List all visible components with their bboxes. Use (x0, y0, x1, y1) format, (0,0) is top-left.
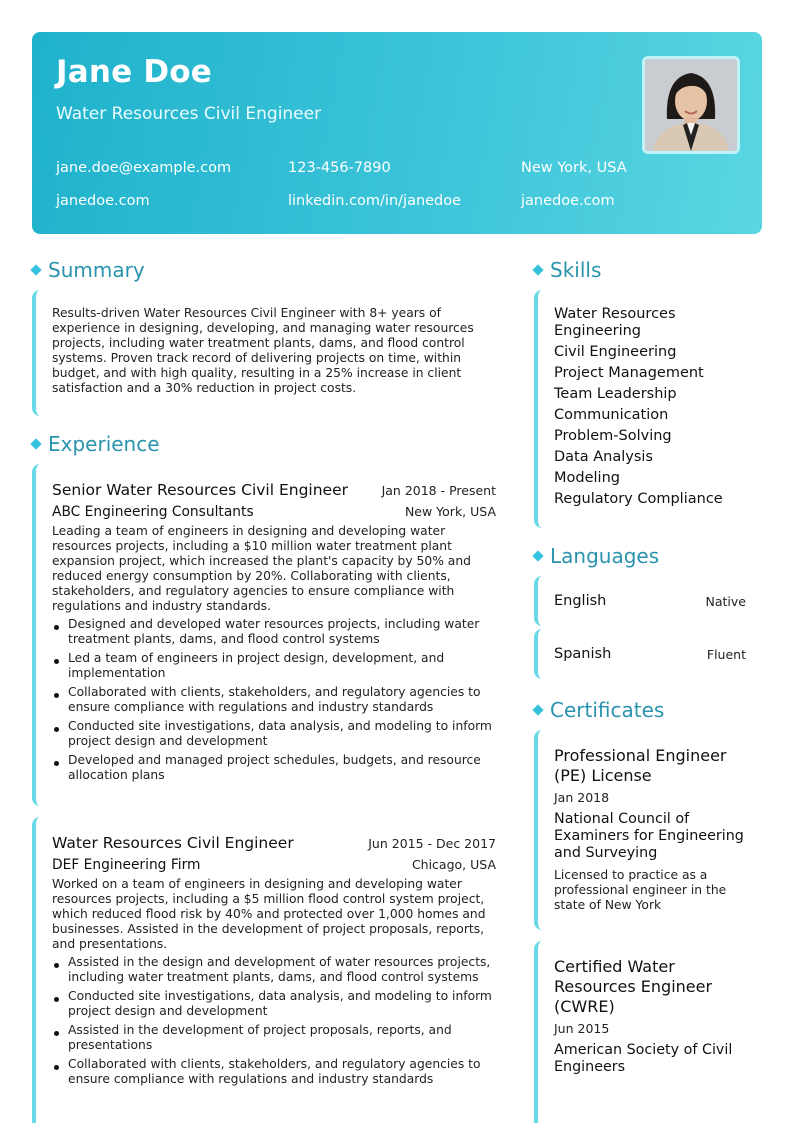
job-description: Worked on a team of engineers in designing and developing water resources projects, including a $5 million flood control system project, which reduced flood risk by 40% and protected over 1,000 homes and businesses. Assisted in the development of project proposals, reports, and presentations. (52, 877, 486, 951)
language-item (534, 629, 746, 679)
job-description: Leading a team of engineers in designing and developing water resources projects, including a $10 million water treatment plant expansion project, which increased the plant's capacity by 50% and reduced energy consumption by 20%. Collaborating with clients, stakeholders, and regulatory agencies to ensure compliance with regulations and industry standards. (52, 524, 471, 613)
list-item: Assisted in the design and development of water resources projects, including water treatment plants, dams, and flood control systems (52, 955, 496, 985)
skill-item: Data Analysis (554, 449, 653, 465)
resume-header (32, 32, 762, 234)
website-link[interactable]: janedoe.com (56, 193, 150, 209)
certificate-issuer: American Society of Civil Engineers (554, 1042, 733, 1075)
experience-card-1 (32, 464, 496, 806)
experience-heading-label: Experience (48, 432, 160, 456)
summary-heading-label: Summary (48, 258, 145, 282)
list-item: Developed and managed project schedules, budgets, and resource allocation plans (52, 753, 496, 783)
certificate-issuer: National Council of Examiners for Engineering and Surveying (554, 811, 744, 861)
job-bullet-list (52, 955, 496, 1087)
skill-item: Team Leadership (554, 386, 677, 402)
linkedin-link[interactable]: linkedin.com/in/janedoe (288, 193, 462, 209)
job-title: Senior Water Resources Civil Engineer (52, 481, 348, 499)
diamond-bullet-icon (532, 550, 543, 561)
job-location: Chicago, USA (411, 857, 496, 872)
language-name: Spanish (554, 646, 612, 662)
skill-item: Project Management (554, 365, 704, 381)
profile-photo-icon (645, 59, 737, 151)
experience-card-2 (32, 817, 496, 1123)
skills-heading-label: Skills (550, 258, 602, 282)
skill-item: Regulatory Compliance (554, 491, 723, 507)
summary-card (32, 290, 496, 416)
skill-item: Modeling (554, 470, 620, 486)
location-text: New York, USA (521, 160, 627, 176)
certificates-heading-label: Certificates (550, 698, 665, 722)
certificate-card-2 (534, 941, 746, 1123)
job-dates: Jun 2015 - Dec 2017 (368, 836, 496, 851)
job-company: DEF Engineering Firm (52, 857, 201, 873)
job-company: ABC Engineering Consultants (52, 504, 254, 520)
skill-item: Communication (554, 407, 669, 423)
list-item: Assisted in the development of project proposals, reports, and presentations (52, 1023, 496, 1053)
skill-item: Problem-Solving (554, 428, 672, 444)
diamond-bullet-icon (30, 438, 41, 449)
certificates-heading (534, 698, 664, 722)
languages-heading-label: Languages (550, 544, 660, 568)
list-item: Conducted site investigations, data analysis, and modeling to inform project design and development (52, 719, 496, 749)
certificate-title: Professional Engineer (PE) License (554, 746, 727, 785)
diamond-bullet-icon (532, 704, 543, 715)
list-item: Collaborated with clients, stakeholders, and regulatory agencies to ensure compliance with regulations and industry standards (52, 685, 496, 715)
certificate-date: Jun 2015 (554, 1021, 610, 1036)
website-link-secondary[interactable]: janedoe.com (521, 193, 615, 209)
list-item: Led a team of engineers in project design, development, and implementation (52, 651, 496, 681)
language-level: Native (705, 593, 746, 609)
skills-card (534, 290, 746, 528)
languages-heading (534, 544, 659, 568)
diamond-bullet-icon (30, 264, 41, 275)
phone-text[interactable]: 123-456-7890 (288, 160, 391, 176)
summary-heading (32, 258, 145, 282)
certificate-date: Jan 2018 (554, 790, 610, 805)
skills-heading (534, 258, 601, 282)
summary-text: Results-driven Water Resources Civil Engineer with 8+ years of experience in designing, developing, and managing water resources projects, including water treatment plants, dams, and flood control systems. Proven track record of delivering projects on time, within budget, and with high quality, resulting in a 25% increase in client satisfaction and a 30% reduction in project costs. (52, 306, 474, 395)
email-link[interactable]: jane.doe@example.com (56, 160, 232, 176)
list-item: Conducted site investigations, data analysis, and modeling to inform project design and development (52, 989, 496, 1019)
experience-heading (32, 432, 160, 456)
language-item (534, 576, 746, 626)
diamond-bullet-icon (532, 264, 543, 275)
skill-item: Water Resources Engineering (554, 306, 676, 339)
certificate-title: Certified Water Resources Engineer (CWRE) (554, 957, 713, 1016)
job-title: Water Resources Civil Engineer (52, 834, 294, 852)
certificate-card-1 (534, 730, 746, 930)
candidate-title: Water Resources Civil Engineer (56, 104, 322, 124)
job-dates: Jan 2018 - Present (381, 483, 496, 498)
job-location: New York, USA (404, 504, 496, 519)
list-item: Designed and developed water resources projects, including water treatment plants, dams, and flood control systems (52, 617, 496, 647)
language-level: Fluent (706, 646, 746, 662)
list-item: Collaborated with clients, stakeholders, and regulatory agencies to ensure compliance with regulations and industry standards (52, 1057, 496, 1087)
skill-item: Civil Engineering (554, 344, 677, 360)
certificate-description: Licensed to practice as a professional engineer in the state of New York (554, 868, 727, 912)
profile-photo (642, 56, 740, 154)
job-bullet-list (52, 617, 496, 783)
language-name: English (554, 593, 607, 609)
candidate-name: Jane Doe (56, 54, 212, 90)
